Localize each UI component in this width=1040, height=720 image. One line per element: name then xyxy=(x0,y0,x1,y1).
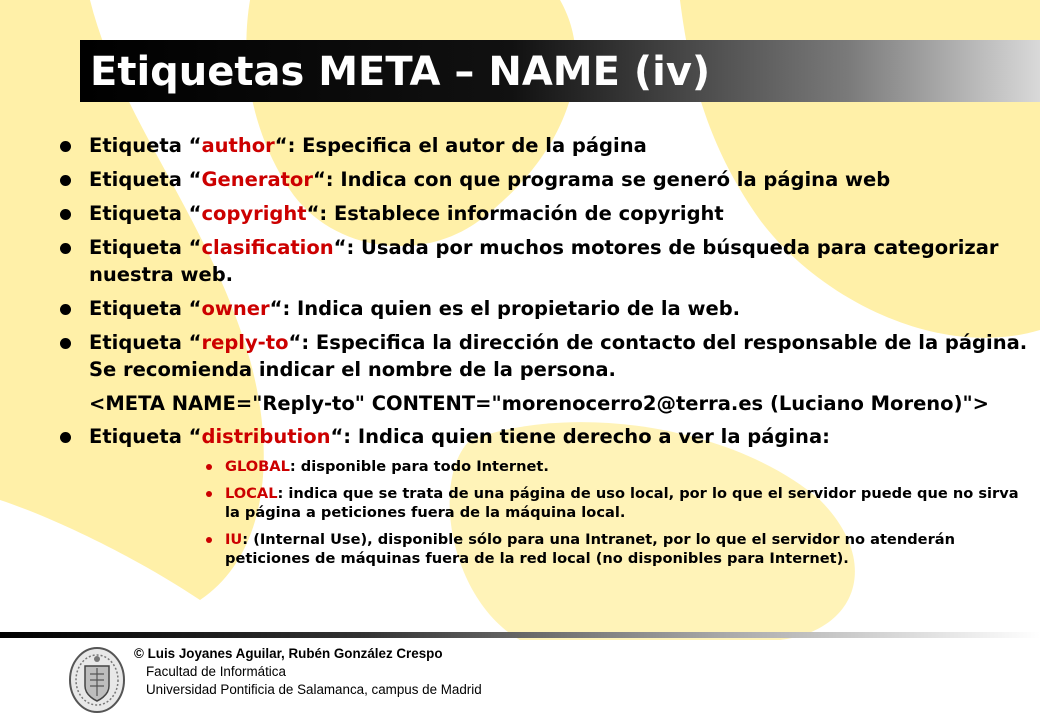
bullet-icon xyxy=(60,141,71,152)
list-item-distribution: Etiqueta “distribution“: Indica quien tiene derecho a ver la página: GLOBAL: disponible para todo Internet. LOCAL: indica que se trata de una página de uso local, por lo que el servidor puede que no sirva la página a peticiones fuera de la máquina local. IU: (Internal Use), disponible sólo para una Intranet, por lo que el servidor no atenderán peticiones de máquinas fuera de la red local (no disponibles para Internet). xyxy=(60,423,1035,568)
bullet-list xyxy=(60,132,1035,383)
option-keyword: GLOBAL xyxy=(225,458,290,475)
meta-keyword: distribution xyxy=(201,425,331,448)
bullet-icon xyxy=(60,175,71,186)
meta-keyword: copyright xyxy=(201,202,307,225)
list-item-clasification: Etiqueta “clasification“: Usada por muchos motores de búsqueda para categorizar nuestra web. xyxy=(60,234,1035,288)
distribution-list xyxy=(60,423,1035,568)
code-example: <META NAME="Reply-to" CONTENT="morenocerro2@terra.es (Luciano Moreno)"> xyxy=(89,392,989,415)
sub-item-local: LOCAL: indica que se trata de una página de uso local, por lo que el servidor puede que no sirva la página a peticiones fuera de la máquina local. xyxy=(201,484,1035,522)
list-item-copyright: Etiqueta “copyright“: Establece información de copyright xyxy=(60,200,1035,227)
bullet-icon xyxy=(60,432,71,443)
sub-bullet-icon xyxy=(206,491,212,497)
distribution-options xyxy=(89,457,1035,568)
sub-bullet-icon xyxy=(206,464,212,470)
footer xyxy=(134,645,482,699)
sub-bullet-icon xyxy=(206,537,212,543)
meta-keyword: author xyxy=(201,134,275,157)
meta-keyword: clasification xyxy=(201,236,334,259)
bullet-icon xyxy=(60,338,71,349)
meta-keyword: reply-to xyxy=(201,331,289,354)
sub-item-iu: IU: (Internal Use), disponible sólo para una Intranet, por lo que el servidor no atenderán peticiones de máquinas fuera de la red local (no disponibles para Internet). xyxy=(201,530,1035,568)
university-seal-icon xyxy=(68,646,126,714)
list-item-owner: Etiqueta “owner“: Indica quien es el propietario de la web. xyxy=(60,295,1035,322)
list-item-reply-to: Etiqueta “reply-to“: Especifica la dirección de contacto del responsable de la página. Se recomienda indicar el nombre de la persona. xyxy=(60,329,1035,383)
meta-keyword: Generator xyxy=(201,168,313,191)
option-keyword: LOCAL xyxy=(225,485,278,502)
footer-faculty: Facultad de Informática xyxy=(146,664,286,679)
bullet-icon xyxy=(60,243,71,254)
list-item-author: Etiqueta “author“: Especifica el autor de la página xyxy=(60,132,1035,159)
slide-content xyxy=(60,132,1035,576)
footer-divider xyxy=(0,632,1040,638)
list-item-generator: Etiqueta “Generator“: Indica con que programa se generó la página web xyxy=(60,166,1035,193)
bullet-icon xyxy=(60,304,71,315)
sub-item-global: GLOBAL: disponible para todo Internet. xyxy=(201,457,1035,476)
meta-keyword: owner xyxy=(201,297,270,320)
bullet-icon xyxy=(60,209,71,220)
option-keyword: IU xyxy=(225,531,243,548)
slide-title: Etiquetas META – NAME (iv) xyxy=(90,49,711,95)
footer-authors: © Luis Joyanes Aguilar, Rubén González Crespo xyxy=(134,646,443,661)
footer-university: Universidad Pontificia de Salamanca, campus de Madrid xyxy=(146,682,482,697)
